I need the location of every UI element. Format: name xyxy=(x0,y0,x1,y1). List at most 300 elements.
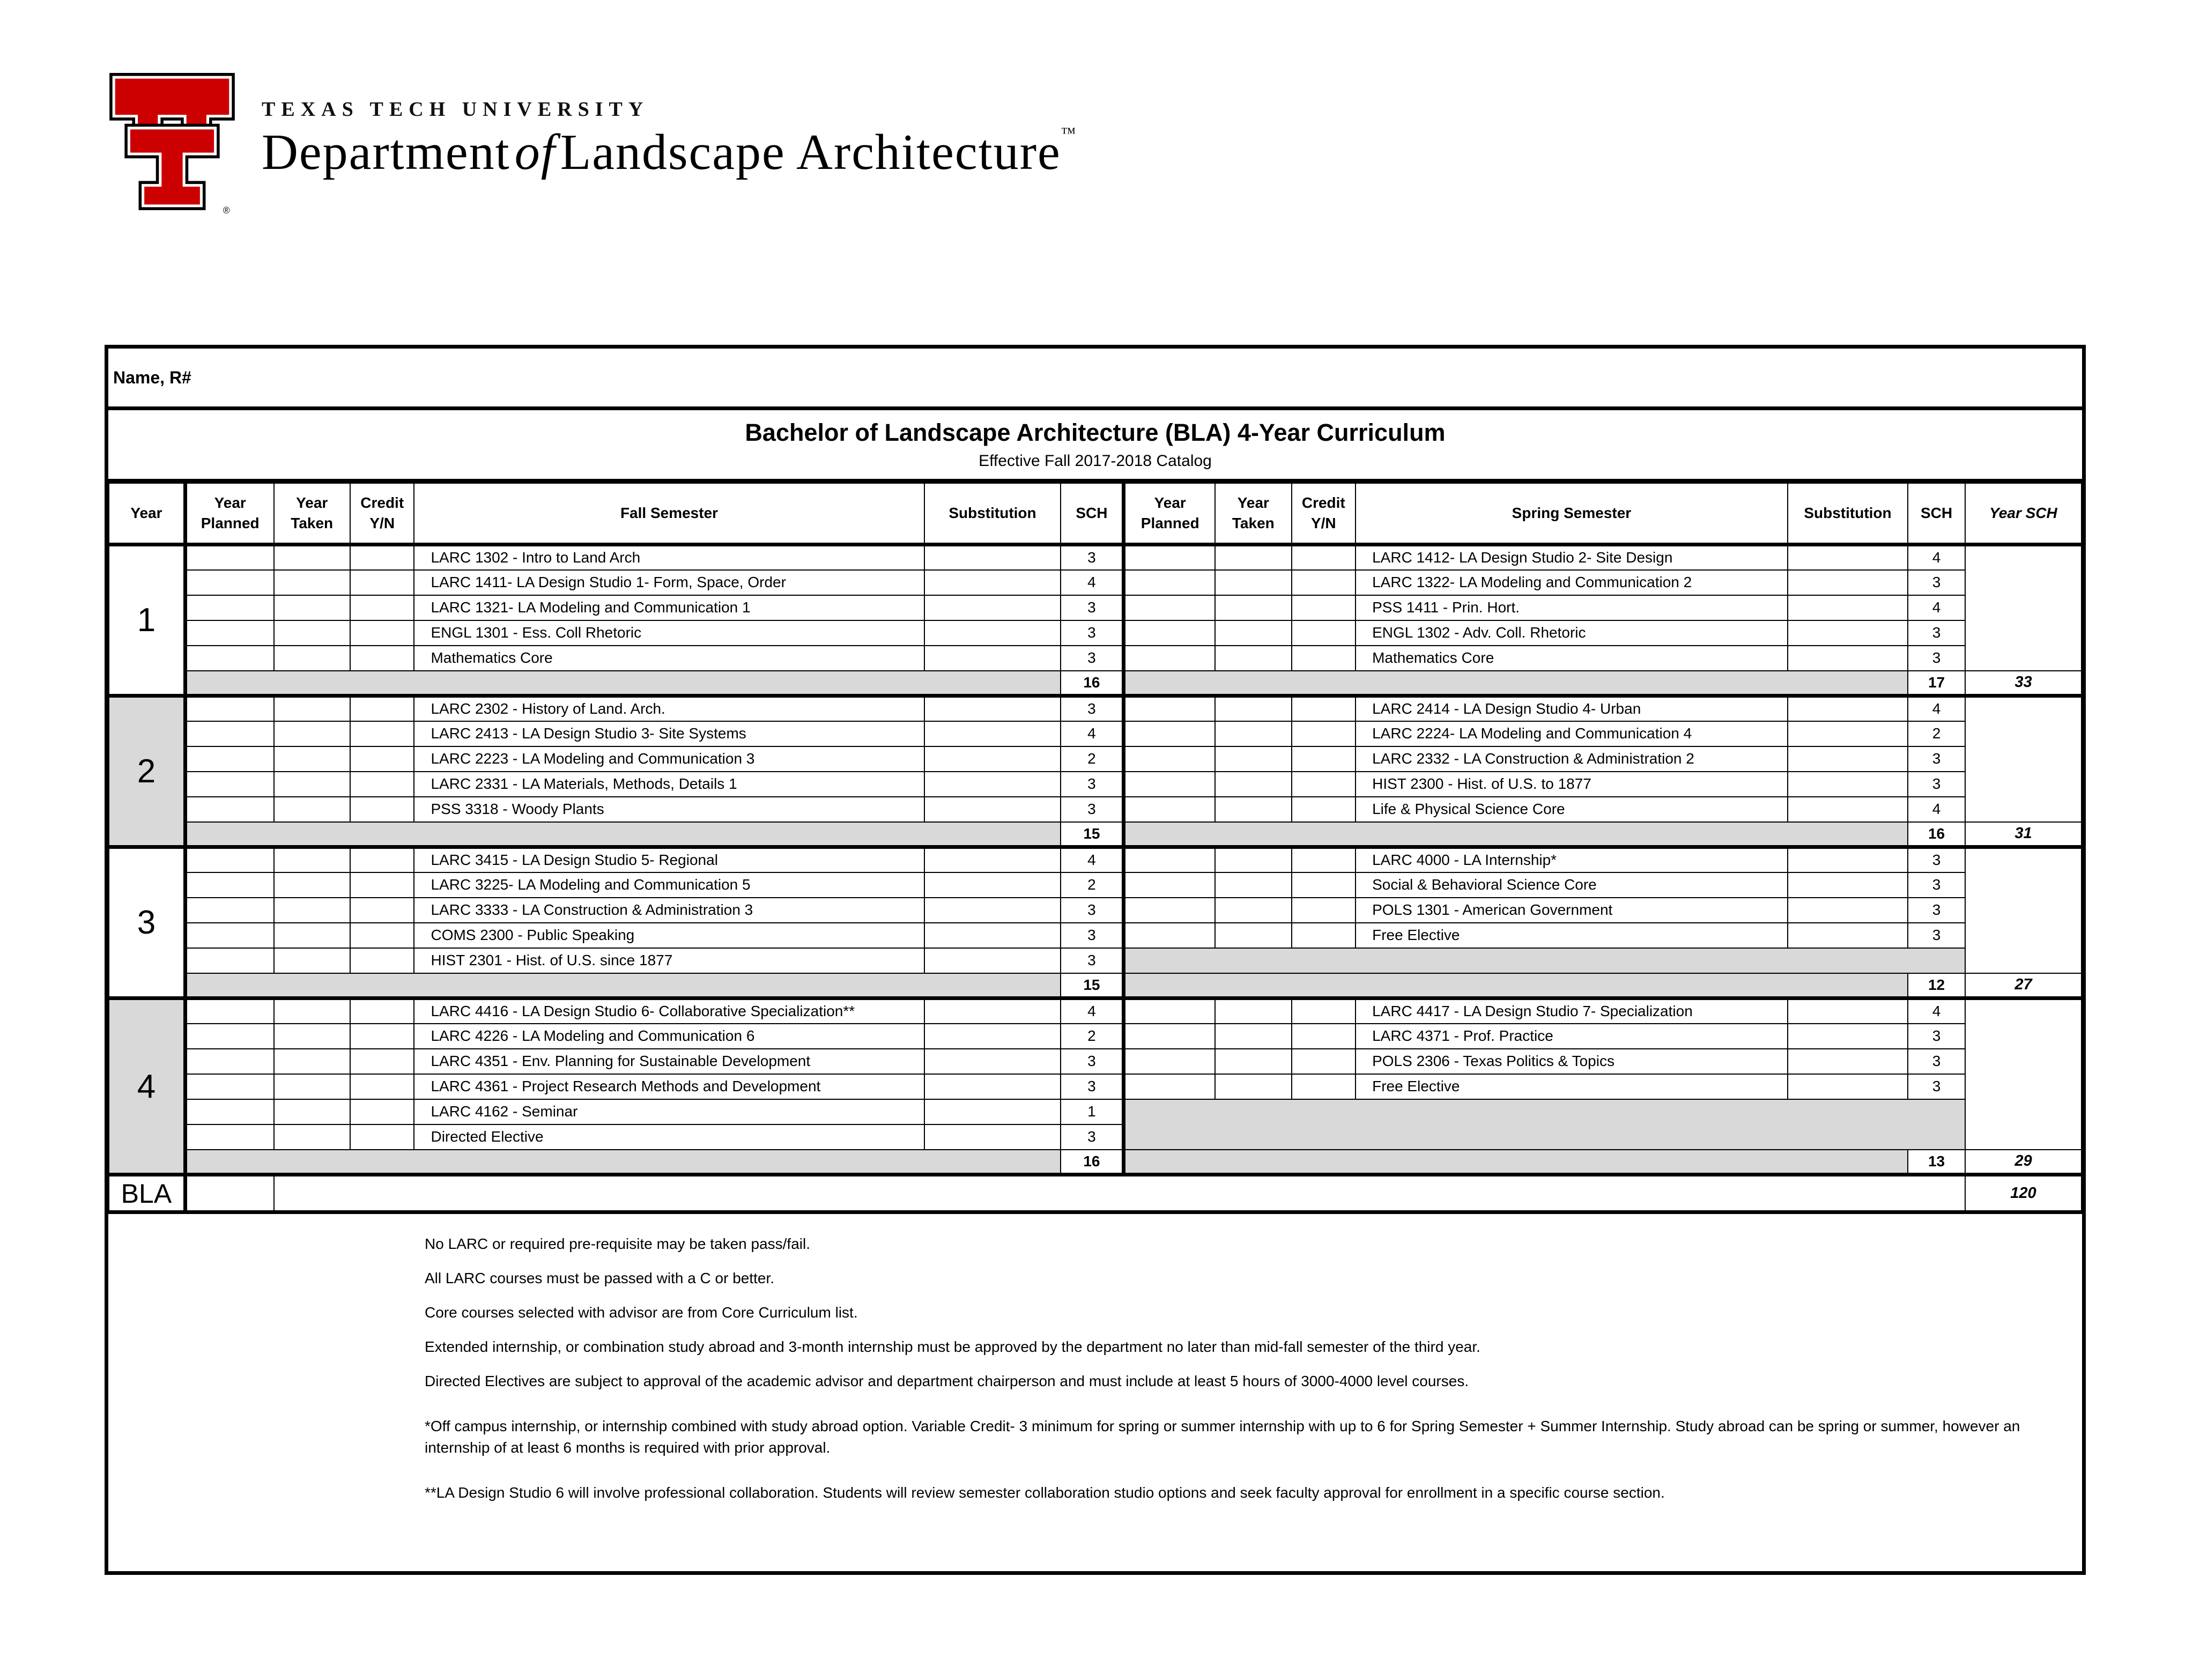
course-name: Life & Physical Science Core xyxy=(1356,797,1788,822)
credit-cell[interactable] xyxy=(350,872,414,898)
credit-cell[interactable] xyxy=(350,998,414,1024)
col-header-spring-semester: Spring Semester xyxy=(1356,483,1788,545)
semester-total-row xyxy=(109,973,2082,998)
substitution-cell[interactable] xyxy=(1788,1049,1908,1074)
sch-value: 3 xyxy=(1061,620,1123,646)
year-planned-cell[interactable] xyxy=(1124,1024,1215,1049)
sch-value: 3 xyxy=(1908,646,1965,671)
substitution-cell[interactable] xyxy=(924,646,1061,671)
year-taken-cell[interactable] xyxy=(1215,696,1291,721)
substitution-cell[interactable] xyxy=(924,595,1061,620)
course-name: HIST 2301 - Hist. of U.S. since 1877 xyxy=(414,948,924,973)
total-filler xyxy=(185,822,1061,847)
substitution-cell[interactable] xyxy=(924,797,1061,822)
course-name: LARC 1322- LA Modeling and Communication 2 xyxy=(1356,570,1788,595)
sch-value: 3 xyxy=(1908,898,1965,923)
year-planned-cell[interactable] xyxy=(1124,1049,1215,1074)
year-taken-cell[interactable] xyxy=(274,1124,350,1150)
sch-value: 4 xyxy=(1908,797,1965,822)
table-row xyxy=(109,847,2082,872)
total-filler xyxy=(1124,671,1908,696)
credit-cell[interactable] xyxy=(1292,923,1356,948)
year-planned-cell[interactable] xyxy=(1124,998,1215,1024)
year-taken-cell[interactable] xyxy=(274,620,350,646)
year-planned-cell[interactable] xyxy=(185,620,273,646)
credit-cell[interactable] xyxy=(350,646,414,671)
total-filler xyxy=(185,1150,1061,1175)
credit-cell[interactable] xyxy=(350,1024,414,1049)
sch-value: 3 xyxy=(1061,696,1123,721)
year-label-cell: 4 xyxy=(109,998,185,1175)
course-name: LARC 1302 - Intro to Land Arch xyxy=(414,545,924,570)
year-taken-cell[interactable] xyxy=(274,898,350,923)
col-header-year-taken: Year Taken xyxy=(1215,483,1291,545)
year-taken-cell[interactable] xyxy=(274,872,350,898)
table-row xyxy=(109,620,2082,646)
note: *Off campus internship, or internship combined with study abroad option. Variable Credit- 3 minimum for spring or summer internship with up to 6 for Spring Semester + Summer Internship. Study abroad can be spring or summer, however an internship of at least 6 months is required with prior approval. xyxy=(425,1418,2020,1456)
year-taken-cell[interactable] xyxy=(1215,797,1291,822)
course-name: LARC 3225- LA Modeling and Communication 5 xyxy=(414,872,924,898)
year-taken-cell[interactable] xyxy=(1215,545,1291,570)
notes-section xyxy=(108,1214,2082,1571)
credit-cell[interactable] xyxy=(1292,898,1356,923)
year-planned-cell[interactable] xyxy=(185,595,273,620)
sch-value: 3 xyxy=(1908,1074,1965,1099)
semester-total-row xyxy=(109,822,2082,847)
spring-total-sch: 17 xyxy=(1908,671,1965,696)
substitution-cell[interactable] xyxy=(1788,772,1908,797)
substitution-cell[interactable] xyxy=(1788,872,1908,898)
note: Directed Electives are subject to approval of the academic advisor and department chairperson and must include at least 5 hours of 3000-4000 level courses. xyxy=(425,1373,1469,1389)
col-header-credit: Credit Y/N xyxy=(1292,483,1356,545)
texas-tech-double-t-logo xyxy=(107,70,237,216)
credit-cell[interactable] xyxy=(350,570,414,595)
sch-value: 3 xyxy=(1061,772,1123,797)
credit-cell[interactable] xyxy=(350,545,414,570)
course-name: LARC 2413 - LA Design Studio 3- Site Systems xyxy=(414,721,924,746)
sch-value: 3 xyxy=(1908,1024,1965,1049)
credit-cell[interactable] xyxy=(350,620,414,646)
sch-value: 4 xyxy=(1908,696,1965,721)
course-name: Free Elective xyxy=(1356,1074,1788,1099)
sch-value: 1 xyxy=(1061,1099,1123,1124)
year-taken-cell[interactable] xyxy=(1215,872,1291,898)
credit-cell[interactable] xyxy=(350,746,414,772)
year-planned-cell[interactable] xyxy=(185,1175,273,1212)
sch-value: 3 xyxy=(1061,1074,1123,1099)
substitution-cell[interactable] xyxy=(1788,1074,1908,1099)
table-row xyxy=(109,1024,2082,1049)
year-taken-cell[interactable] xyxy=(1215,570,1291,595)
year-taken-cell[interactable] xyxy=(1215,847,1291,872)
total-filler xyxy=(1124,973,1908,998)
name-label: Name, R# xyxy=(113,367,191,387)
credit-cell[interactable] xyxy=(1292,847,1356,872)
course-name: LARC 3415 - LA Design Studio 5- Regional xyxy=(414,847,924,872)
substitution-cell[interactable] xyxy=(924,746,1061,772)
credit-cell[interactable] xyxy=(1292,646,1356,671)
credit-cell[interactable] xyxy=(350,721,414,746)
table-row xyxy=(109,872,2082,898)
credit-cell[interactable] xyxy=(1292,998,1356,1024)
credit-cell[interactable] xyxy=(350,1049,414,1074)
spring-total-sch: 16 xyxy=(1908,822,1965,847)
course-name: POLS 1301 - American Government xyxy=(1356,898,1788,923)
substitution-cell[interactable] xyxy=(924,1099,1061,1124)
credit-cell[interactable] xyxy=(1292,570,1356,595)
year-planned-cell[interactable] xyxy=(1124,797,1215,822)
credit-cell[interactable] xyxy=(1292,595,1356,620)
credit-cell[interactable] xyxy=(1292,696,1356,721)
col-header-year: Year xyxy=(109,483,185,545)
sch-value: 3 xyxy=(1061,948,1123,973)
year-taken-cell[interactable] xyxy=(1215,646,1291,671)
year-planned-cell[interactable] xyxy=(185,1049,273,1074)
curriculum-table xyxy=(108,483,2082,1214)
substitution-cell[interactable] xyxy=(1788,545,1908,570)
total-filler xyxy=(185,671,1061,696)
credit-cell[interactable] xyxy=(350,696,414,721)
year-planned-cell[interactable] xyxy=(185,721,273,746)
year-taken-cell[interactable] xyxy=(1215,998,1291,1024)
substitution-cell[interactable] xyxy=(924,620,1061,646)
course-name: LARC 4417 - LA Design Studio 7- Specialization xyxy=(1356,998,1788,1024)
col-header-year-taken: Year Taken xyxy=(274,483,350,545)
trademark-mark: ™ xyxy=(1061,125,1076,142)
substitution-cell[interactable] xyxy=(924,696,1061,721)
year-planned-cell[interactable] xyxy=(1124,545,1215,570)
year-planned-cell[interactable] xyxy=(185,1124,273,1150)
sch-value: 4 xyxy=(1061,847,1123,872)
substitution-cell[interactable] xyxy=(1788,721,1908,746)
col-header-substitution: Substitution xyxy=(1788,483,1908,545)
sch-value: 3 xyxy=(1061,923,1123,948)
sch-value: 2 xyxy=(1061,1024,1123,1049)
credit-cell[interactable] xyxy=(350,772,414,797)
sch-value: 3 xyxy=(1908,923,1965,948)
year-taken-cell[interactable] xyxy=(274,595,350,620)
substitution-cell[interactable] xyxy=(924,847,1061,872)
course-name: LARC 1412- LA Design Studio 2- Site Design xyxy=(1356,545,1788,570)
year-planned-cell[interactable] xyxy=(185,847,273,872)
col-header-year-planned: Year Planned xyxy=(185,483,273,545)
table-row xyxy=(109,570,2082,595)
table-row xyxy=(109,646,2082,671)
table-row xyxy=(109,1049,2082,1074)
year-sch-total: 33 xyxy=(1965,671,2082,696)
course-name: Mathematics Core xyxy=(414,646,924,671)
credit-cell[interactable] xyxy=(350,797,414,822)
total-filler xyxy=(1124,822,1908,847)
year-taken-cell[interactable] xyxy=(1215,772,1291,797)
substitution-cell[interactable] xyxy=(1788,595,1908,620)
credit-cell[interactable] xyxy=(350,595,414,620)
fall-total-sch: 16 xyxy=(1061,671,1123,696)
table-row xyxy=(109,898,2082,923)
year-sch-total: 27 xyxy=(1965,973,2082,998)
credit-cell[interactable] xyxy=(1292,797,1356,822)
year-planned-cell[interactable] xyxy=(185,1074,273,1099)
year-planned-cell[interactable] xyxy=(185,772,273,797)
sch-value: 2 xyxy=(1061,746,1123,772)
year-planned-cell[interactable] xyxy=(185,898,273,923)
course-name: ENGL 1301 - Ess. Coll Rhetoric xyxy=(414,620,924,646)
year-taken-cell[interactable] xyxy=(274,545,350,570)
document-title: Bachelor of Landscape Architecture (BLA) 4-Year Curriculum xyxy=(745,419,1446,446)
year-taken-cell[interactable] xyxy=(1215,1024,1291,1049)
table-row xyxy=(109,797,2082,822)
course-name: LARC 1411- LA Design Studio 1- Form, Space, Order xyxy=(414,570,924,595)
course-name: LARC 1321- LA Modeling and Communication 1 xyxy=(414,595,924,620)
credit-cell[interactable] xyxy=(350,898,414,923)
curriculum-sheet xyxy=(105,345,2086,1575)
year-taken-cell[interactable] xyxy=(274,1099,350,1124)
course-name: Free Elective xyxy=(1356,923,1788,948)
year-taken-cell[interactable] xyxy=(274,772,350,797)
course-name: LARC 4416 - LA Design Studio 6- Collaborative Specialization** xyxy=(414,998,924,1024)
year-sch-body-cell xyxy=(1965,847,2082,973)
table-row xyxy=(109,1099,2082,1124)
credit-cell[interactable] xyxy=(350,948,414,973)
year-planned-cell[interactable] xyxy=(1124,696,1215,721)
sch-value: 4 xyxy=(1061,570,1123,595)
substitution-cell[interactable] xyxy=(1788,696,1908,721)
course-name: LARC 2331 - LA Materials, Methods, Details 1 xyxy=(414,772,924,797)
year-taken-cell[interactable] xyxy=(1215,898,1291,923)
year-planned-cell[interactable] xyxy=(185,797,273,822)
year-planned-cell[interactable] xyxy=(1124,595,1215,620)
note: Extended internship, or combination study abroad and 3-month internship must be approved by the department no later than mid-fall semester of the third year. xyxy=(425,1338,1480,1355)
table-row xyxy=(109,595,2082,620)
course-name: LARC 4351 - Env. Planning for Sustainable Development xyxy=(414,1049,924,1074)
course-name: POLS 2306 - Texas Politics & Topics xyxy=(1356,1049,1788,1074)
year-sch-total: 29 xyxy=(1965,1150,2082,1175)
year-planned-cell[interactable] xyxy=(185,570,273,595)
table-row xyxy=(109,721,2082,746)
year-taken-cell[interactable] xyxy=(274,1049,350,1074)
credit-cell[interactable] xyxy=(1292,772,1356,797)
substitution-cell[interactable] xyxy=(1788,646,1908,671)
fall-total-sch: 15 xyxy=(1061,973,1123,998)
year-planned-cell[interactable] xyxy=(1124,872,1215,898)
year-taken-cell[interactable] xyxy=(274,570,350,595)
year-taken-cell[interactable] xyxy=(274,721,350,746)
substitution-cell[interactable] xyxy=(1788,570,1908,595)
empty-course-filler xyxy=(1124,948,1965,973)
course-name: LARC 4226 - LA Modeling and Communication 6 xyxy=(414,1024,924,1049)
substitution-cell[interactable] xyxy=(924,772,1061,797)
year-planned-cell[interactable] xyxy=(1124,721,1215,746)
course-name: Directed Elective xyxy=(414,1124,924,1150)
spring-total-sch: 12 xyxy=(1908,973,1965,998)
note: Core courses selected with advisor are from Core Curriculum list. xyxy=(425,1304,858,1321)
col-header-year-sch: Year SCH xyxy=(1965,483,2082,545)
sch-value: 3 xyxy=(1061,595,1123,620)
credit-cell[interactable] xyxy=(1292,721,1356,746)
year-planned-cell[interactable] xyxy=(185,1024,273,1049)
credit-cell[interactable] xyxy=(1292,746,1356,772)
fall-total-sch: 16 xyxy=(1061,1150,1123,1175)
year-sch-body-cell xyxy=(1965,696,2082,822)
credit-cell[interactable] xyxy=(350,1124,414,1150)
substitution-cell[interactable] xyxy=(1788,923,1908,948)
year-planned-cell[interactable] xyxy=(1124,746,1215,772)
year-taken-cell[interactable] xyxy=(1215,620,1291,646)
substitution-cell[interactable] xyxy=(1788,998,1908,1024)
year-planned-cell[interactable] xyxy=(185,545,273,570)
year-taken-cell[interactable] xyxy=(1215,1049,1291,1074)
year-planned-cell[interactable] xyxy=(1124,1074,1215,1099)
year-taken-cell[interactable] xyxy=(274,746,350,772)
table-row xyxy=(109,746,2082,772)
year-planned-cell[interactable] xyxy=(1124,646,1215,671)
sch-value: 4 xyxy=(1061,721,1123,746)
year-label-cell: 2 xyxy=(109,696,185,847)
fall-total-sch: 15 xyxy=(1061,822,1123,847)
year-taken-cell[interactable] xyxy=(274,646,350,671)
year-taken-cell[interactable] xyxy=(274,998,350,1024)
credit-cell[interactable] xyxy=(1292,1074,1356,1099)
bla-label: BLA xyxy=(109,1175,185,1212)
credit-cell[interactable] xyxy=(350,923,414,948)
substitution-cell[interactable] xyxy=(924,1049,1061,1074)
substitution-cell[interactable] xyxy=(1788,1024,1908,1049)
substitution-cell[interactable] xyxy=(1788,797,1908,822)
sch-value: 4 xyxy=(1908,998,1965,1024)
bla-total-sch: 120 xyxy=(1965,1175,2082,1212)
substitution-cell[interactable] xyxy=(924,1074,1061,1099)
substitution-cell[interactable] xyxy=(1788,746,1908,772)
substitution-cell[interactable] xyxy=(924,923,1061,948)
note: All LARC courses must be passed with a C or better. xyxy=(425,1270,775,1286)
empty-course-filler xyxy=(1124,1099,1965,1150)
year-planned-cell[interactable] xyxy=(185,998,273,1024)
course-name: PSS 3318 - Woody Plants xyxy=(414,797,924,822)
credit-cell[interactable] xyxy=(1292,872,1356,898)
course-name: LARC 3333 - LA Construction & Administration 3 xyxy=(414,898,924,923)
year-planned-cell[interactable] xyxy=(185,646,273,671)
year-taken-cell[interactable] xyxy=(1215,721,1291,746)
credit-cell[interactable] xyxy=(1292,545,1356,570)
substitution-cell[interactable] xyxy=(924,1024,1061,1049)
total-filler xyxy=(185,973,1061,998)
total-filler xyxy=(1124,1150,1908,1175)
course-name: LARC 2332 - LA Construction & Administration 2 xyxy=(1356,746,1788,772)
year-label-cell: 3 xyxy=(109,847,185,998)
year-taken-cell[interactable] xyxy=(274,847,350,872)
year-taken-cell[interactable] xyxy=(1215,746,1291,772)
sch-value: 3 xyxy=(1908,1049,1965,1074)
year-planned-cell[interactable] xyxy=(185,923,273,948)
year-taken-cell[interactable] xyxy=(274,1024,350,1049)
year-taken-cell[interactable] xyxy=(1215,1074,1291,1099)
sch-value: 3 xyxy=(1908,746,1965,772)
col-header-sch: SCH xyxy=(1908,483,1965,545)
credit-cell[interactable] xyxy=(350,847,414,872)
course-name: PSS 1411 - Prin. Hort. xyxy=(1356,595,1788,620)
course-name: LARC 4162 - Seminar xyxy=(414,1099,924,1124)
course-name: HIST 2300 - Hist. of U.S. to 1877 xyxy=(1356,772,1788,797)
department-area: Landscape Architecture xyxy=(560,124,1061,180)
sch-value: 4 xyxy=(1908,595,1965,620)
year-taken-cell[interactable] xyxy=(1215,595,1291,620)
year-sch-body-cell xyxy=(1965,545,2082,671)
substitution-cell[interactable] xyxy=(924,998,1061,1024)
year-planned-cell[interactable] xyxy=(1124,772,1215,797)
col-header-fall-semester: Fall Semester xyxy=(414,483,924,545)
substitution-cell[interactable] xyxy=(1788,620,1908,646)
credit-cell[interactable] xyxy=(350,1099,414,1124)
year-planned-cell[interactable] xyxy=(1124,570,1215,595)
substitution-cell[interactable] xyxy=(924,545,1061,570)
table-row xyxy=(109,998,2082,1024)
sch-value: 3 xyxy=(1061,646,1123,671)
department-name xyxy=(262,125,1076,179)
year-planned-cell[interactable] xyxy=(185,746,273,772)
table-row xyxy=(109,772,2082,797)
substitution-cell[interactable] xyxy=(924,898,1061,923)
year-planned-cell[interactable] xyxy=(1124,847,1215,872)
credit-cell[interactable] xyxy=(1292,1049,1356,1074)
table-row xyxy=(109,1074,2082,1099)
sch-value: 3 xyxy=(1061,898,1123,923)
substitution-cell[interactable] xyxy=(924,721,1061,746)
course-name: LARC 2223 - LA Modeling and Communication 3 xyxy=(414,746,924,772)
year-planned-cell[interactable] xyxy=(185,696,273,721)
year-taken-cell[interactable] xyxy=(274,923,350,948)
substitution-cell[interactable] xyxy=(924,1124,1061,1150)
substitution-cell[interactable] xyxy=(924,872,1061,898)
year-taken-cell[interactable] xyxy=(274,696,350,721)
substitution-cell[interactable] xyxy=(924,948,1061,973)
substitution-cell[interactable] xyxy=(1788,847,1908,872)
year-planned-cell[interactable] xyxy=(1124,898,1215,923)
name-field-row[interactable] xyxy=(108,349,2082,410)
year-planned-cell[interactable] xyxy=(1124,620,1215,646)
university-name: TEXAS TECH UNIVERSITY xyxy=(262,98,649,121)
substitution-cell[interactable] xyxy=(924,570,1061,595)
year-taken-cell[interactable] xyxy=(1215,923,1291,948)
sch-value: 3 xyxy=(1908,872,1965,898)
year-planned-cell[interactable] xyxy=(185,872,273,898)
substitution-cell[interactable] xyxy=(1788,898,1908,923)
year-taken-cell[interactable] xyxy=(274,948,350,973)
col-header-credit: Credit Y/N xyxy=(350,483,414,545)
credit-cell[interactable] xyxy=(1292,620,1356,646)
year-taken-cell[interactable] xyxy=(274,797,350,822)
letterhead-text xyxy=(262,70,1076,179)
year-taken-cell[interactable] xyxy=(274,1074,350,1099)
letterhead xyxy=(107,70,1076,216)
sch-value: 3 xyxy=(1061,545,1123,570)
year-sch-body-cell xyxy=(1965,998,2082,1150)
credit-cell[interactable] xyxy=(350,1074,414,1099)
year-planned-cell[interactable] xyxy=(185,948,273,973)
course-name: LARC 2414 - LA Design Studio 4- Urban xyxy=(1356,696,1788,721)
sch-value: 3 xyxy=(1908,570,1965,595)
course-name: Mathematics Core xyxy=(1356,646,1788,671)
bla-span-cell xyxy=(274,1175,1965,1212)
year-planned-cell[interactable] xyxy=(1124,923,1215,948)
year-planned-cell[interactable] xyxy=(185,1099,273,1124)
credit-cell[interactable] xyxy=(1292,1024,1356,1049)
department-word: Department xyxy=(262,124,510,180)
note: No LARC or required pre-requisite may be taken pass/fail. xyxy=(425,1235,811,1252)
course-name: LARC 4361 - Project Research Methods and Development xyxy=(414,1074,924,1099)
sch-value: 3 xyxy=(1061,1049,1123,1074)
course-name: LARC 4371 - Prof. Practice xyxy=(1356,1024,1788,1049)
table-row xyxy=(109,545,2082,570)
